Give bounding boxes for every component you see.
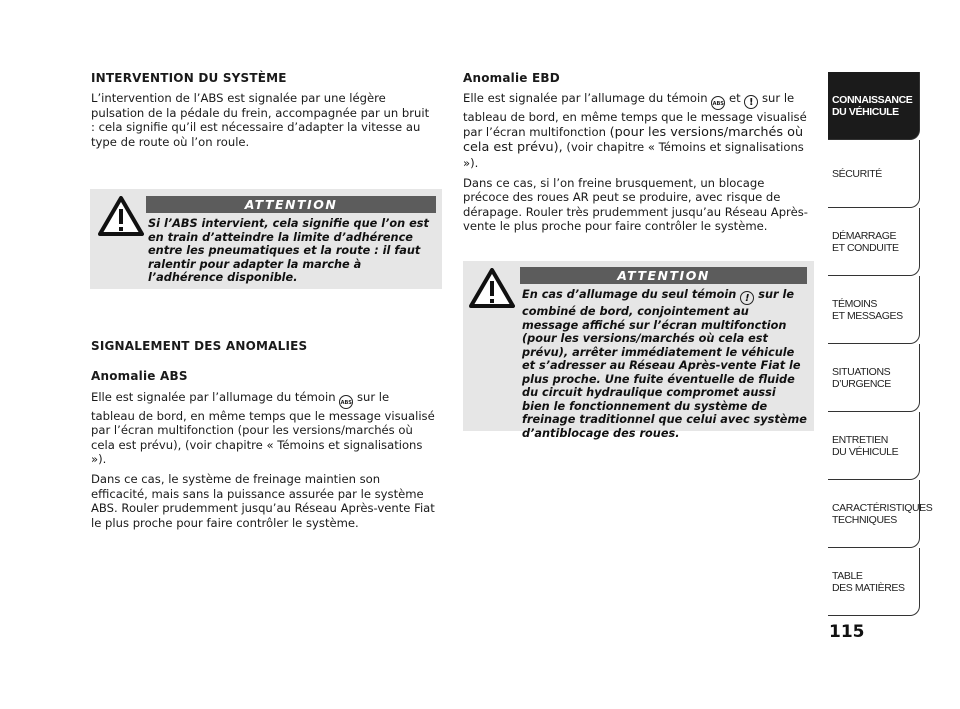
sidebar-tab-7[interactable]: TABLE DES MATIÈRES bbox=[828, 548, 920, 616]
sidebar-tab-0[interactable]: CONNAISSANCE DU VÉHICULE bbox=[828, 72, 920, 140]
attention-box-ebd bbox=[463, 261, 814, 440]
sidebar-tab-6[interactable]: CARACTÉRISTIQUES TECHNIQUES bbox=[828, 480, 920, 548]
attention2-text-start: En cas d’allumage du seul témoin bbox=[522, 288, 737, 301]
right-column bbox=[463, 71, 811, 240]
chapter-sidebar bbox=[828, 72, 933, 616]
attention-text-first bbox=[467, 288, 807, 440]
brake-warning-icon: ! bbox=[740, 291, 754, 305]
ebd-p1-start: Elle est signalée par l’allumage du témoin bbox=[463, 91, 708, 106]
ebd-title: Anomalie EBD bbox=[463, 71, 560, 85]
intervention-text: L’intervention de l’ABS est signalée par une légère pulsation de la pédale du frein, accompagnée par un bruit : cela signifie qu’il est nécessaire d’adapter la vitesse au type de route où l’on roule. bbox=[91, 91, 430, 149]
attention-bar: ATTENTION bbox=[520, 267, 807, 284]
anomalies-section bbox=[91, 339, 436, 536]
intervention-title: INTERVENTION DU SYSTÈME bbox=[91, 71, 287, 85]
abs-warning-icon: ABS bbox=[711, 96, 725, 110]
abs-paragraph-1 bbox=[91, 390, 436, 467]
ebd-p1-mid: sur le tableau de bord, en même temps que le message visualisé par l’écran multifonction bbox=[463, 91, 807, 139]
abs-warning-icon: ABS bbox=[339, 395, 353, 409]
sidebar-tab-5[interactable]: ENTRETIEN DU VÉHICULE bbox=[828, 412, 920, 480]
attention2-text-end: sur le combiné de bord, conjointement au message affiché sur l’écran multifonction (pour les versions/marchés où cela est prévu), arrêter immédiatement le véhicule et s’adresser au Réseau Après-vente Fiat le plus proche. Une fuite éventuelle de fluide du circuit hydraulique compromet aussi bien le fonctionnement du système de freinage traditionnel que celui avec système d’antiblocage des roues. bbox=[522, 288, 807, 440]
brake-warning-icon: ! bbox=[744, 95, 758, 109]
ebd-p1-end: (voir chapitre « Témoins et signalisations »). bbox=[463, 140, 804, 170]
sidebar-tab-2[interactable]: DÉMARRAGE ET CONDUITE bbox=[828, 208, 920, 276]
ebd-paragraph-1 bbox=[463, 91, 811, 170]
abs-paragraph-2: Dans ce cas, le système de freinage maintien son efficacité, mais sans la puissance assurée par le système ABS. Rouler prudemment jusqu’au Réseau Après-vente Fiat le plus proche pour faire contrôler le système. bbox=[91, 472, 435, 530]
ebd-p1-et: et bbox=[728, 91, 741, 106]
ebd-p1-versions: (pour les versions/marchés où cela est prévu), bbox=[463, 124, 804, 156]
attention-box-abs bbox=[90, 189, 442, 289]
ebd-paragraph-2: Dans ce cas, si l’on freine brusquement, un blocage précoce des roues AR peut se produire, avec risque de dérapage. Rouler très prudemment jusqu’au Réseau Après-vente le plus proche pour faire contrôler le système. bbox=[463, 176, 808, 234]
attention-text bbox=[467, 288, 807, 440]
sidebar-tab-1[interactable]: SÉCURITÉ bbox=[828, 140, 920, 208]
abs-p1-end: sur le tableau de bord, en même temps que le message visualisé par l’écran multifonction (pour les versions/marchés où cela est prévu), (voir chapitre « Témoins et signalisations »). bbox=[91, 389, 435, 467]
sidebar-tab-3[interactable]: TÉMOINS ET MESSAGES bbox=[828, 276, 920, 344]
page-number: 115 bbox=[829, 622, 865, 642]
attention-text bbox=[97, 218, 435, 285]
abs-title: Anomalie ABS bbox=[91, 369, 188, 384]
attention-text-body: Si l’ABS intervient, cela signifie que l’on est en train d’atteindre la limite d’adhérence entre les pneumatiques et la route : il faut ralentir pour adapter la marche à l’adhérence disponible. bbox=[148, 217, 429, 284]
sidebar-tab-4[interactable]: SITUATIONS D’URGENCE bbox=[828, 344, 920, 412]
signal-title: SIGNALEMENT DES ANOMALIES bbox=[91, 339, 308, 353]
left-column bbox=[91, 71, 436, 155]
attention-bar: ATTENTION bbox=[146, 196, 436, 213]
abs-p1-start: Elle est signalée par l’allumage du témoin bbox=[91, 389, 336, 404]
